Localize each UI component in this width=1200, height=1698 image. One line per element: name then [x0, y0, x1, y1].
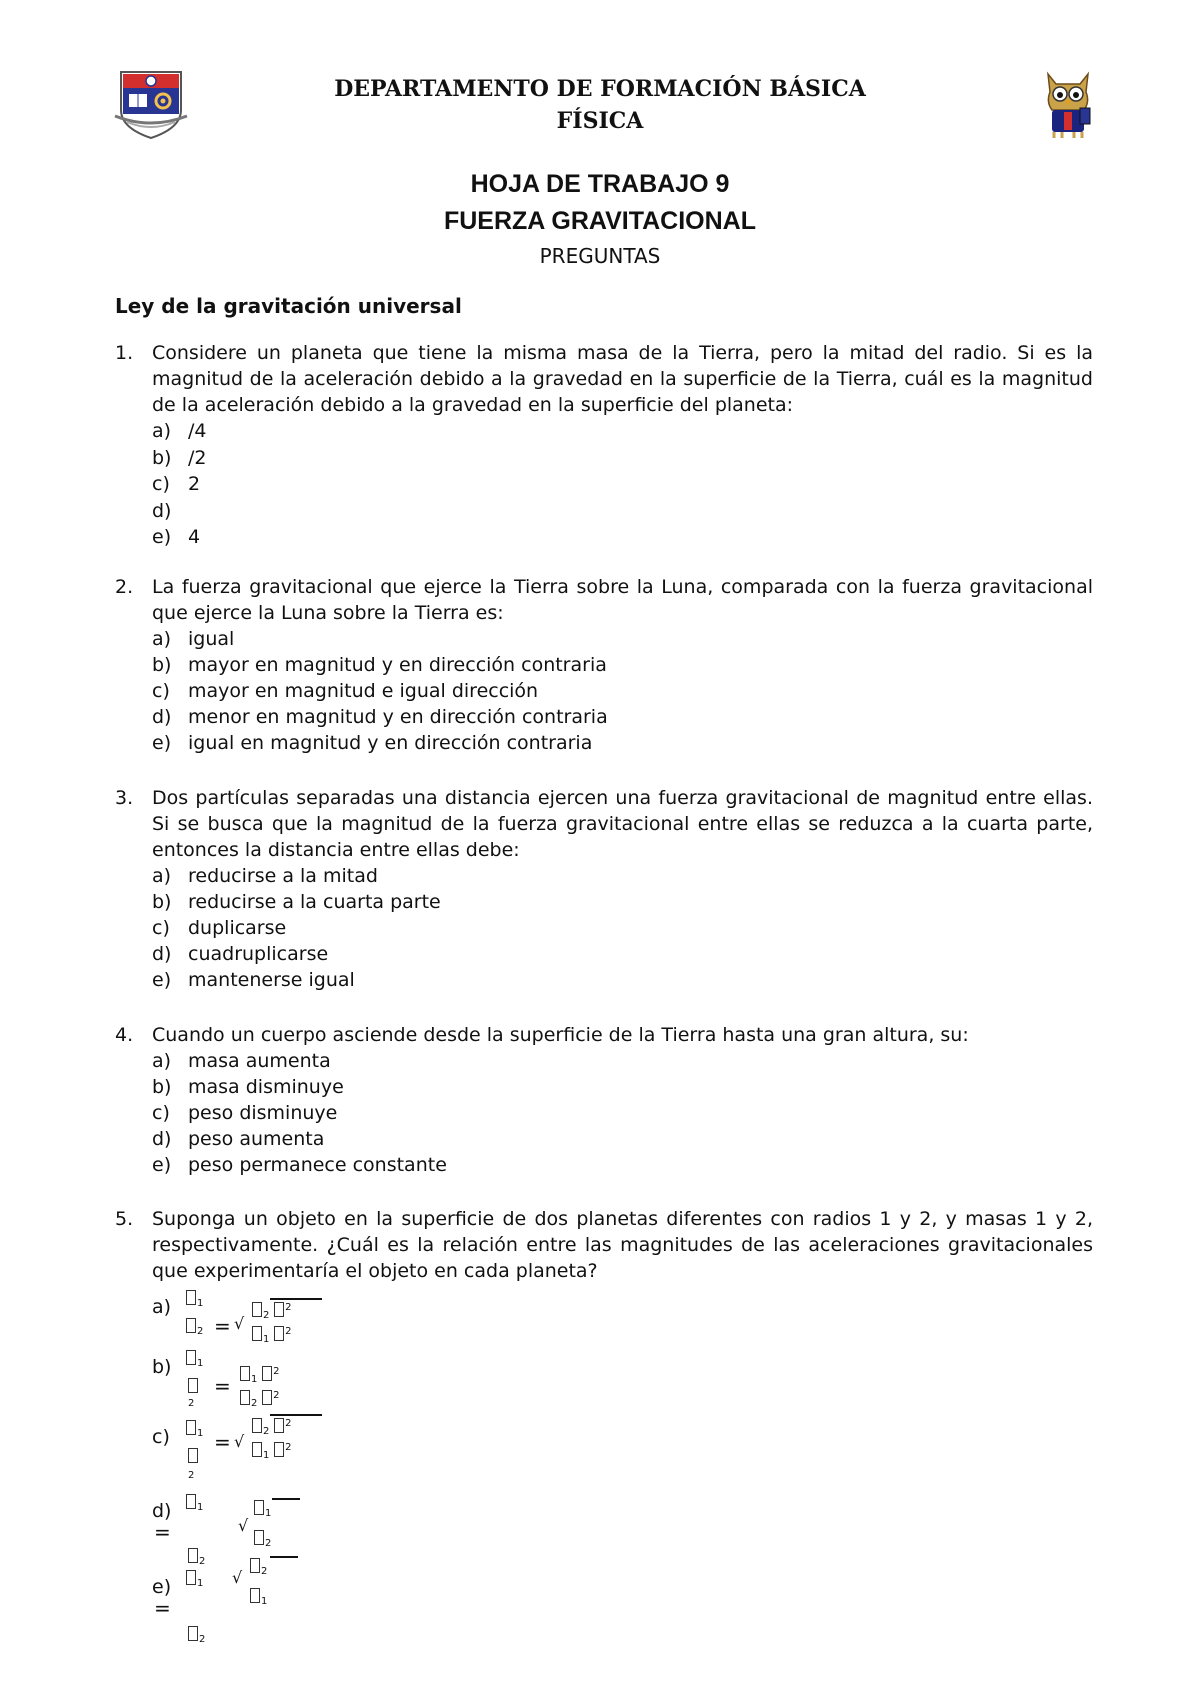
question-number: 4. [115, 1024, 134, 1046]
formula-term [250, 1588, 267, 1606]
option-letter: e) [152, 732, 172, 754]
question-stem: Suponga un objeto en la superficie de dos planetas diferentes con radios 1 y 2, y masas 1 y 2, respectivamente. ¿Cuál es la relación entre las magnitudes de las aceleraciones gravitacionales que experimentaría el objeto en cada planeta? [152, 1208, 1093, 1282]
option-text: peso permanece constante [188, 1154, 447, 1176]
option [152, 498, 1093, 525]
symbol-box [274, 1418, 284, 1433]
formula-term [254, 1530, 271, 1548]
option [152, 1074, 1093, 1100]
formula-term [240, 1366, 280, 1384]
subscript: 1 [197, 1578, 204, 1589]
question-stem: Cuando un cuerpo asciende desde la superficie de la Tierra hasta una gran altura, su: [152, 1024, 969, 1046]
symbol-box [188, 1378, 198, 1393]
option [152, 471, 1093, 498]
symbol-box [188, 1626, 198, 1641]
question-3 [115, 785, 1093, 993]
formula-term [252, 1302, 292, 1320]
option-letter: e) [152, 1576, 172, 1598]
symbol-box [250, 1558, 260, 1573]
option-text: mantenerse igual [188, 969, 355, 991]
formula-term [188, 1448, 199, 1466]
subscript: 1 [197, 1428, 204, 1439]
option-letter: d) [152, 706, 172, 728]
option [152, 524, 1093, 551]
option-letter: d) [152, 1500, 172, 1522]
option-list [152, 418, 1093, 551]
subscript: 2 [199, 1556, 206, 1567]
option-letter: d) [152, 1128, 172, 1150]
option [152, 418, 1093, 445]
subscript: 2 [188, 1398, 195, 1409]
formula-term [186, 1494, 203, 1512]
formula-term [252, 1418, 292, 1436]
option-text: /2 [188, 446, 207, 469]
option-letter: d) [152, 943, 172, 965]
symbol-box [186, 1318, 196, 1333]
option [152, 626, 1093, 652]
formula-term [252, 1442, 292, 1460]
option-text: menor en magnitud y en dirección contraria [188, 706, 608, 728]
option-text: peso disminuye [188, 1102, 338, 1124]
option-text: reducirse a la mitad [188, 865, 378, 887]
question-number: 2. [115, 576, 134, 598]
question-4 [115, 1022, 1093, 1178]
option-letter: e) [152, 1154, 172, 1176]
sqrt-icon: √ [232, 1568, 243, 1587]
subscript: 1 [197, 1298, 204, 1309]
option-text: igual en magnitud y en dirección contraria [188, 732, 593, 754]
symbol-box [262, 1366, 272, 1381]
symbol-box [186, 1570, 196, 1585]
symbol-box [254, 1530, 264, 1545]
superscript: 2 [273, 1366, 280, 1377]
option [152, 652, 1093, 678]
option-letter: d) [152, 499, 172, 522]
radical-bar [270, 1556, 298, 1558]
formula-term [250, 1558, 267, 1576]
formula-term [186, 1290, 203, 1308]
question-stem: Dos partículas separadas una distancia ejercen una fuerza gravitacional de magnitud entre ellas. Si se busca que la magnitud de la fuerza gravitacional entre ellas se reduzca a la cuarta parte, entonces la distancia entre ellas debe: [152, 787, 1093, 861]
symbol-box [188, 1548, 198, 1563]
superscript: 2 [285, 1442, 292, 1453]
subscript: 1 [263, 1450, 270, 1461]
option-letter: b) [152, 891, 172, 913]
option-list [152, 626, 1093, 756]
symbol-box [186, 1420, 196, 1435]
symbol-box [262, 1390, 272, 1405]
question-number: 1. [115, 342, 134, 364]
symbol-box [240, 1390, 250, 1405]
option-list [152, 863, 1093, 993]
formula-term [254, 1500, 271, 1518]
formula-term [240, 1390, 280, 1408]
subscript: 2 [263, 1310, 270, 1321]
formula-term [252, 1326, 292, 1344]
option-letter: a) [152, 1296, 172, 1318]
topic-title: FUERZA GRAVITACIONAL [443, 207, 756, 235]
option-text: 2 [188, 473, 201, 495]
formula-term [188, 1548, 205, 1566]
option-letter: c) [152, 680, 170, 702]
symbol-box [186, 1290, 196, 1305]
question-2 [115, 574, 1093, 756]
option [152, 941, 1093, 967]
subscript: 2 [199, 1634, 206, 1645]
worksheet-title: HOJA DE TRABAJO 9 [470, 170, 730, 198]
radical-bar [270, 1298, 322, 1300]
symbol-box [186, 1494, 196, 1509]
symbol-box [252, 1418, 262, 1433]
radical-bar [270, 1414, 322, 1416]
option [152, 967, 1093, 993]
option-letter: a) [152, 420, 172, 442]
option [152, 1100, 1093, 1126]
option-text: masa disminuye [188, 1076, 344, 1098]
subscript: 1 [261, 1596, 268, 1607]
equals-sign: = [154, 1596, 171, 1620]
option-letter: b) [152, 1356, 172, 1378]
option-list [152, 1048, 1093, 1178]
question-stem: La fuerza gravitacional que ejerce la Tierra sobre la Luna, comparada con la fuerza gravitacional que ejerce la Luna sobre la Tierra es: [152, 576, 1093, 624]
subscript: 2 [263, 1426, 270, 1437]
sqrt-icon: √ [234, 1314, 245, 1333]
symbol-box [188, 1448, 198, 1463]
symbol-box [274, 1326, 284, 1341]
option-letter: e) [152, 969, 172, 991]
department-heading: DEPARTAMENTO DE FORMACIÓN BÁSICA [334, 76, 866, 102]
option-text: masa aumenta [188, 1050, 331, 1072]
option [152, 1126, 1093, 1152]
formula-term [186, 1570, 203, 1588]
subscript: 1 [265, 1508, 272, 1519]
question-number: 5. [115, 1208, 134, 1230]
option-text: peso aumenta [188, 1128, 325, 1150]
formula-term [188, 1378, 199, 1396]
option-letter: e) [152, 526, 172, 548]
subscript: 1 [197, 1358, 204, 1369]
subscript: 1 [263, 1334, 270, 1345]
option [152, 863, 1093, 889]
option-letter: c) [152, 1102, 170, 1124]
subscript: 2 [265, 1538, 272, 1549]
option-letter: a) [152, 628, 172, 650]
option [152, 445, 1093, 472]
question-5 [115, 1206, 1093, 1284]
symbol-box [252, 1302, 262, 1317]
formula-term [186, 1318, 203, 1336]
radical-bar [272, 1498, 300, 1500]
option-letter: a) [152, 865, 172, 887]
superscript: 2 [273, 1390, 280, 1401]
option-text: 4 [188, 526, 201, 548]
symbol-box [252, 1326, 262, 1341]
formula-term [188, 1626, 205, 1644]
option-text: reducirse a la cuarta parte [188, 891, 441, 913]
symbol-box [274, 1442, 284, 1457]
symbol-box [252, 1442, 262, 1457]
equals-sign: = [214, 1374, 231, 1398]
symbol-box [250, 1588, 260, 1603]
subscript: 1 [197, 1502, 204, 1513]
option [152, 1152, 1093, 1178]
subject-heading: FÍSICA [556, 108, 644, 134]
formula-term [186, 1350, 203, 1368]
questions-subtitle: PREGUNTAS [539, 244, 661, 268]
option-text: igual [188, 628, 235, 650]
option-letter: b) [152, 654, 172, 676]
equals-sign: = [214, 1314, 231, 1338]
question-1 [115, 340, 1093, 551]
option [152, 704, 1093, 730]
option-text: mayor en magnitud e igual dirección [188, 680, 539, 702]
subscript: 2 [188, 1470, 195, 1481]
option [152, 730, 1093, 756]
option-letter: b) [152, 446, 172, 469]
option-letter: c) [152, 1426, 170, 1448]
subscript: 2 [197, 1326, 204, 1337]
symbol-box [240, 1366, 250, 1381]
option-text: /4 [188, 420, 207, 442]
equals-sign: = [214, 1430, 231, 1454]
option-text: duplicarse [188, 917, 287, 939]
subscript: 2 [261, 1566, 268, 1577]
subscript: 1 [251, 1374, 258, 1385]
option-text: mayor en magnitud y en dirección contraria [188, 654, 607, 676]
option [152, 678, 1093, 704]
superscript: 2 [285, 1302, 292, 1313]
option-letter: c) [152, 917, 170, 939]
sqrt-icon: √ [238, 1516, 249, 1535]
superscript: 2 [285, 1326, 292, 1337]
symbol-box [186, 1350, 196, 1365]
option-letter: c) [152, 473, 170, 495]
section-heading: Ley de la gravitación universal [115, 294, 462, 318]
subscript: 2 [251, 1398, 258, 1409]
symbol-box [274, 1302, 284, 1317]
formula-term [186, 1420, 203, 1438]
option-text: cuadruplicarse [188, 943, 329, 965]
option [152, 889, 1093, 915]
question-stem: Considere un planeta que tiene la misma masa de la Tierra, pero la mitad del radio. Si es la magnitud de la aceleración debido a la gravedad en la superficie de la Tierra, cuál es la magnitud de la aceleración debido a la gravedad en la superficie del planeta: [152, 342, 1093, 416]
option-letter: a) [152, 1050, 172, 1072]
question-number: 3. [115, 787, 134, 809]
equals-sign: = [154, 1520, 171, 1544]
option [152, 915, 1093, 941]
sqrt-icon: √ [234, 1432, 245, 1451]
option [152, 1048, 1093, 1074]
superscript: 2 [285, 1418, 292, 1429]
symbol-box [254, 1500, 264, 1515]
option-letter: b) [152, 1076, 172, 1098]
